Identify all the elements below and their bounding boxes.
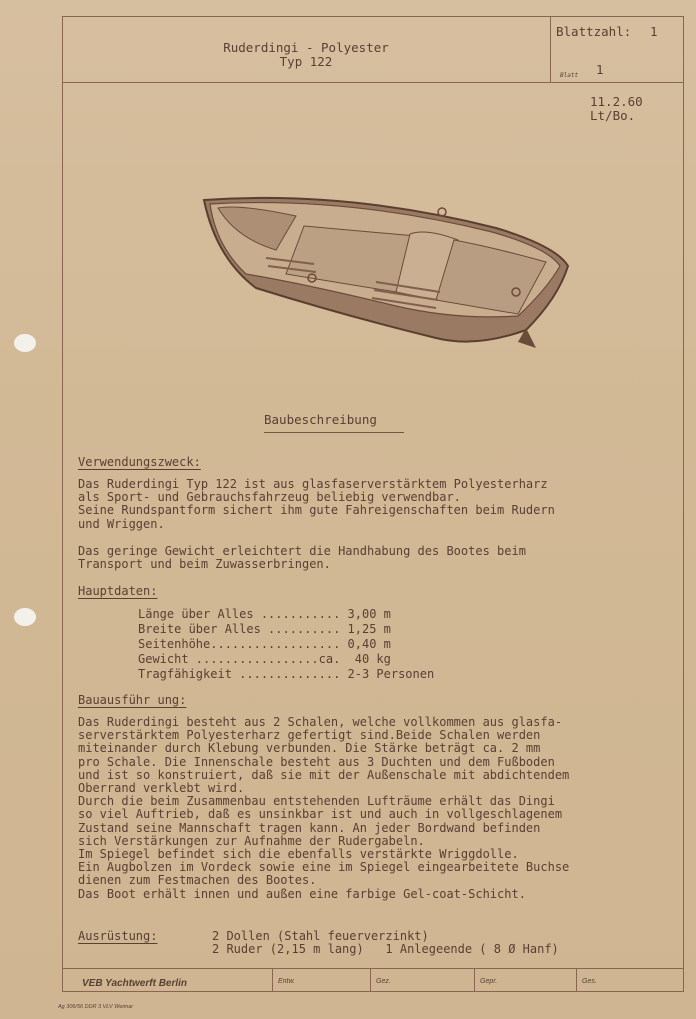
usage-title: Verwendungszweck: [78, 455, 201, 469]
spec-row: Breite über Alles .......... 1,25 m [138, 622, 391, 636]
author-initials: Lt/Bo. [590, 108, 636, 123]
construction-title: Bauausführ ung: [78, 693, 187, 707]
document-title: Ruderdingi - Polyester [223, 40, 389, 55]
usage-text-2: Das geringe Gewicht erleichtert die Handhabung des Bootes beim Transport und beim Zuwasserbringen. [78, 544, 526, 572]
heading-underline [264, 432, 404, 433]
company-name: VEB Yachtwerft Berlin [82, 978, 188, 989]
approved-by-label: Ges. [582, 978, 597, 985]
spec-row: Tragfähigkeit .............. 2-3 Personen [138, 667, 435, 681]
checked-by-label: Gepr. [480, 978, 498, 985]
footer-cell-divider [370, 968, 371, 992]
print-note: Ag 306/56 DDR 3 VLV Weimar [58, 1004, 134, 1010]
blattzahl-label: Blattzahl: [556, 24, 632, 39]
construction-text: Das Ruderdingi besteht aus 2 Schalen, welche vollkommen aus glasfa- serverstärktem Polyesterharz gefertigt sind.Beide Schalen werden miteinander durch Klebung verbunden. Die Stärke beträgt ca. 2 mm pro Schale. Die Innenschale besteht aus 3 Duchten und dem Fußboden und ist so konstruiert, daß sie mit der Außenschale mit abdichtendem Oberrand verklebt wird. Durch die beim Zusammenbau entstehenden Lufträume erhält das Dingi so viel Auftrieb, daß es unsinkbar ist und auch in vollgeschlagenem Zustand seine Mannschaft tragen kann. An jeder Bordwand befinden sich Verstärkungen zur Aufnahme der Rudergabeln. Im Spiegel befindet sich die ebenfalls verstärkte Wriggdolle. Ein Augbolzen im Vordeck sowie eine im Spiegel eingearbeitete Buchse dienen zum Festmachen des Bootes. Das Boot erhält innen und außen eine farbige Gel-coat-Schicht. [78, 715, 570, 901]
punch-hole [14, 334, 36, 352]
footer-divider [62, 968, 684, 969]
spec-row: Gewicht .................ca. 40 kg [138, 652, 391, 666]
spec-row: Seitenhöhe.................. 0,40 m [138, 637, 391, 651]
section-heading: Baubeschreibung [264, 412, 377, 427]
sheet-number: 1 [596, 62, 604, 77]
footer-cell-divider [576, 968, 577, 992]
designed-by-label: Entw. [278, 978, 296, 985]
blattzahl-value: 1 [650, 24, 658, 39]
sheet-label: Blatt [560, 72, 579, 79]
equipment-title: Ausrüstung: [78, 929, 158, 943]
drawn-by-label: Gez. [376, 978, 391, 985]
main-data-title: Hauptdaten: [78, 584, 158, 598]
footer-cell-divider [272, 968, 273, 992]
equipment-text: 2 Dollen (Stahl feuerverzinkt) 2 Ruder (2,15 m lang) 1 Anlegeende ( 8 Ø Hanf) [212, 929, 559, 957]
usage-text: Das Ruderdingi Typ 122 ist aus glasfaserverstärktem Polyesterharz als Sport- und Gebrauchsfahrzeug beliebig verwendbar. Seine Rundspantform sichert ihm gute Fahreigenschaften beim Rudern und Wriggen. [78, 477, 555, 531]
document-subtitle: Typ 122 [279, 54, 333, 69]
punch-hole [14, 608, 36, 626]
spec-row: Länge über Alles ........... 3,00 m [138, 607, 391, 621]
document-date: 11.2.60 [590, 94, 643, 109]
footer-cell-divider [474, 968, 475, 992]
header-divider [62, 82, 684, 83]
header-column-divider [550, 16, 551, 82]
boat-illustration [196, 188, 576, 368]
